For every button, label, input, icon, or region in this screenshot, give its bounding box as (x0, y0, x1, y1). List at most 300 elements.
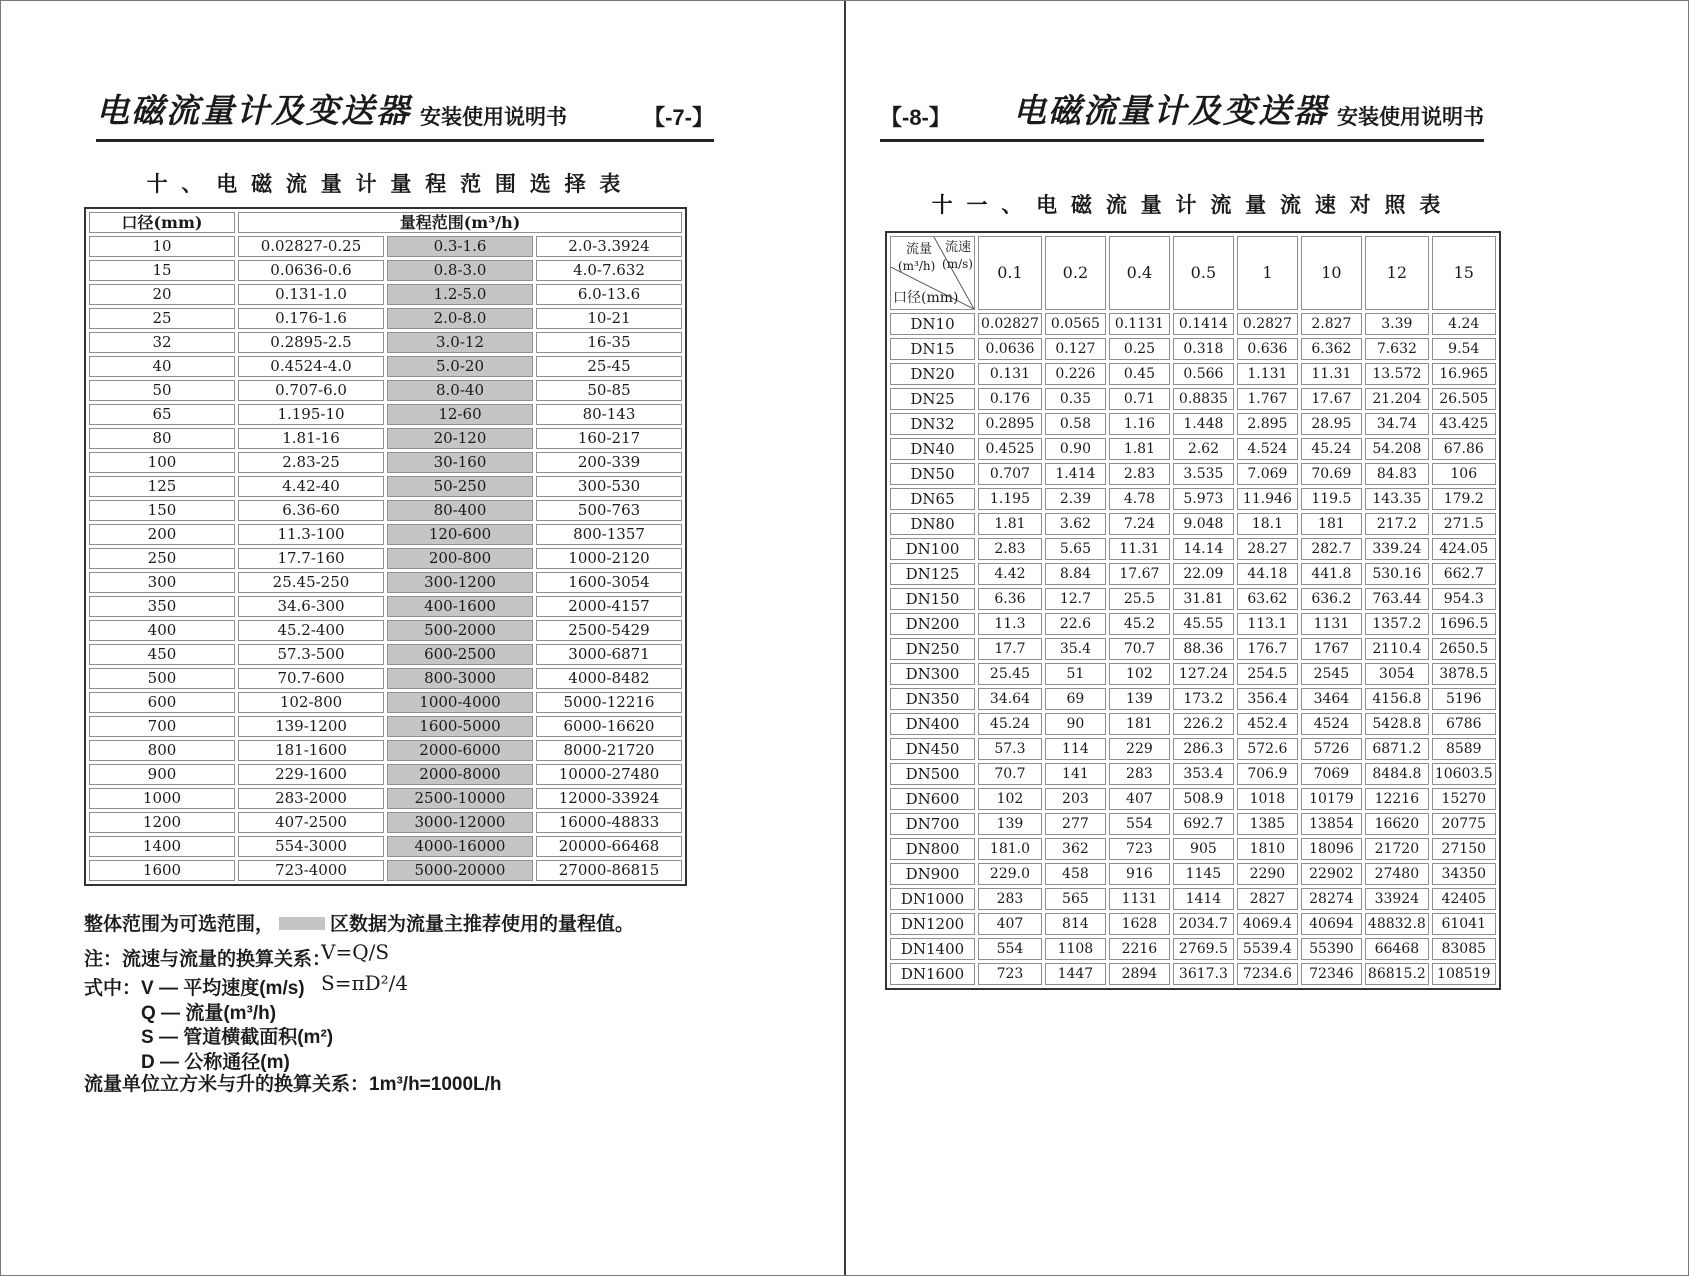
flow-value-cell: 407 (1109, 788, 1170, 810)
flow-value-cell: 0.1131 (1109, 313, 1170, 335)
range-cell: 70.7-600 (238, 668, 384, 689)
dn-row-header: DN450 (890, 738, 975, 760)
table-row (89, 644, 682, 665)
flow-value-cell: 26.505 (1432, 388, 1496, 410)
flow-value-cell: 0.127 (1045, 338, 1106, 360)
flow-value-cell: 13.572 (1365, 363, 1429, 385)
flow-value-cell: 572.6 (1237, 738, 1298, 760)
flow-value-cell: 43.425 (1432, 413, 1496, 435)
flow-value-cell: 1628 (1109, 913, 1170, 935)
flow-value-cell: 424.05 (1432, 538, 1496, 560)
table-row (890, 763, 1496, 785)
range-cell: 6.36-60 (238, 500, 384, 521)
flow-value-cell: 916 (1109, 863, 1170, 885)
range-cell: 12-60 (387, 404, 533, 425)
table-row (89, 716, 682, 737)
flow-value-cell: 3.535 (1173, 463, 1234, 485)
range-cell: 27000-86815 (536, 860, 682, 881)
section-title-range-table: 十 、 电 磁 流 量 计 量 程 范 围 选 择 表 (146, 173, 625, 196)
table-row (890, 663, 1496, 685)
velocity-label: 流速 (944, 240, 971, 255)
velocity-unit-label: (m/s) (942, 257, 973, 271)
flow-value-cell: 0.35 (1045, 388, 1106, 410)
flow-value-cell: 106 (1432, 463, 1496, 485)
flow-value-cell: 7.24 (1109, 513, 1170, 535)
flow-value-cell: 2034.7 (1173, 913, 1234, 935)
conversion-note-label: 注：流速与流量的换算关系： (84, 949, 332, 970)
flow-value-cell: 1018 (1237, 788, 1298, 810)
table-row (89, 332, 682, 353)
flow-value-cell: 706.9 (1237, 763, 1298, 785)
flow-value-cell: 2.83 (978, 538, 1042, 560)
flow-value-cell: 27480 (1365, 863, 1429, 885)
range-cell: 3000-12000 (387, 812, 533, 833)
table-row (890, 313, 1496, 335)
flow-value-cell: 723 (1109, 838, 1170, 860)
flow-value-cell: 2.83 (1109, 463, 1170, 485)
range-cell: 5.0-20 (387, 356, 533, 377)
unit-conversion-note: 流量单位立方米与升的换算关系：1m³/h=1000L/h (84, 1074, 502, 1095)
table-row (890, 788, 1496, 810)
flow-value-cell: 176.7 (1237, 638, 1298, 660)
flow-value-cell: 0.90 (1045, 438, 1106, 460)
range-cell: 10-21 (536, 308, 682, 329)
flow-value-cell: 2110.4 (1365, 638, 1429, 660)
range-cell: 1000-2120 (536, 548, 682, 569)
table-header-row (89, 212, 682, 233)
flow-value-cell: 69 (1045, 688, 1106, 710)
flow-value-cell: 42405 (1432, 888, 1496, 910)
flow-value-cell: 0.176 (978, 388, 1042, 410)
table-row (89, 836, 682, 857)
page-8 (846, 1, 1689, 1275)
range-cell: 20-120 (387, 428, 533, 449)
flow-value-cell: 814 (1045, 913, 1106, 935)
diameter-cell: 800 (89, 740, 235, 761)
flow-value-cell: 70.7 (1109, 638, 1170, 660)
range-cell: 600-2500 (387, 644, 533, 665)
range-cell: 1000-4000 (387, 692, 533, 713)
range-cell: 2000-4157 (536, 596, 682, 617)
diameter-cell: 1400 (89, 836, 235, 857)
table-row (89, 860, 682, 881)
flow-value-cell: 57.3 (978, 738, 1042, 760)
range-cell: 25.45-250 (238, 572, 384, 593)
diameter-cell: 125 (89, 476, 235, 497)
range-cell: 5000-12216 (536, 692, 682, 713)
range-cell: 2.0-8.0 (387, 308, 533, 329)
flow-value-cell: 113.1 (1237, 613, 1298, 635)
flow-value-cell: 16.965 (1432, 363, 1496, 385)
flow-value-cell: 11.946 (1237, 488, 1298, 510)
flow-value-cell: 55390 (1301, 938, 1362, 960)
flow-value-cell: 1131 (1301, 613, 1362, 635)
flow-value-cell: 3054 (1365, 663, 1429, 685)
dn-row-header: DN1600 (890, 963, 975, 985)
range-cell: 139-1200 (238, 716, 384, 737)
flow-value-cell: 16620 (1365, 813, 1429, 835)
flow-value-cell: 6786 (1432, 713, 1496, 735)
range-cell: 2.0-3.3924 (536, 236, 682, 257)
flow-value-cell: 18.1 (1237, 513, 1298, 535)
flow-value-cell: 173.2 (1173, 688, 1234, 710)
flow-value-cell: 530.16 (1365, 563, 1429, 585)
symbol-def-d: D — 公称通径(m) (141, 1051, 290, 1073)
velocity-column-header: 0.4 (1109, 236, 1170, 310)
flow-value-cell: 139 (1109, 688, 1170, 710)
doc-subtitle: 安装使用说明书 (1337, 106, 1484, 129)
range-cell: 4000-8482 (536, 668, 682, 689)
dn-row-header: DN300 (890, 663, 975, 685)
flow-value-cell: 0.8835 (1173, 388, 1234, 410)
flow-value-cell: 1414 (1173, 888, 1234, 910)
flow-value-cell: 28.27 (1237, 538, 1298, 560)
table-row (89, 236, 682, 257)
range-cell: 50-85 (536, 380, 682, 401)
flow-value-cell: 554 (1109, 813, 1170, 835)
range-cell: 11.3-100 (238, 524, 384, 545)
flow-value-cell: 356.4 (1237, 688, 1298, 710)
flow-value-cell: 9.54 (1432, 338, 1496, 360)
range-cell: 723-4000 (238, 860, 384, 881)
range-cell: 300-1200 (387, 572, 533, 593)
flow-value-cell: 1.81 (978, 513, 1042, 535)
table-row (89, 500, 682, 521)
flow-value-cell: 1.16 (1109, 413, 1170, 435)
flow-value-cell: 102 (1109, 663, 1170, 685)
flow-value-cell: 0.0565 (1045, 313, 1106, 335)
flow-value-cell: 45.24 (1301, 438, 1362, 460)
flow-value-cell: 4524 (1301, 713, 1362, 735)
diameter-cell: 20 (89, 284, 235, 305)
legend-note-before: 整体范围为可选范围， (84, 914, 275, 935)
formula-section-area: S=πD²/4 (321, 971, 409, 995)
range-cell: 1.195-10 (238, 404, 384, 425)
dn-row-header: DN32 (890, 413, 975, 435)
table-row (890, 588, 1496, 610)
flow-value-cell: 283 (1109, 763, 1170, 785)
flow-value-cell: 10179 (1301, 788, 1362, 810)
flow-unit-label: (m³/h) (898, 259, 936, 273)
flow-value-cell: 217.2 (1365, 513, 1429, 535)
diameter-cell: 100 (89, 452, 235, 473)
range-header-cell: 量程范围(m³/h) (238, 212, 682, 233)
flow-value-cell: 9.048 (1173, 513, 1234, 535)
table-row (89, 692, 682, 713)
range-cell: 50-250 (387, 476, 533, 497)
flow-value-cell: 8484.8 (1365, 763, 1429, 785)
table-row (89, 476, 682, 497)
velocity-table-body (890, 236, 1496, 985)
diameter-cell: 50 (89, 380, 235, 401)
table-row (890, 463, 1496, 485)
flow-value-cell: 61041 (1432, 913, 1496, 935)
table-row (89, 668, 682, 689)
range-cell: 4.42-40 (238, 476, 384, 497)
flow-value-cell: 1145 (1173, 863, 1234, 885)
range-selection-table (84, 207, 687, 886)
range-cell: 0.131-1.0 (238, 284, 384, 305)
symbol-def-q: Q — 流量(m³/h) (141, 1002, 277, 1024)
range-cell: 17.7-160 (238, 548, 384, 569)
velocity-column-header: 12 (1365, 236, 1429, 310)
flow-value-cell: 4.524 (1237, 438, 1298, 460)
flow-value-cell: 7.632 (1365, 338, 1429, 360)
flow-value-cell: 6.362 (1301, 338, 1362, 360)
flow-value-cell: 12216 (1365, 788, 1429, 810)
flow-value-cell: 407 (978, 913, 1042, 935)
flow-value-cell: 34.74 (1365, 413, 1429, 435)
flow-value-cell: 0.636 (1237, 338, 1298, 360)
flow-value-cell: 1.195 (978, 488, 1042, 510)
table-row (890, 638, 1496, 660)
flow-value-cell: 229 (1109, 738, 1170, 760)
legend-note-after: 区数据为流量主推荐使用的量程值。 (330, 914, 635, 935)
flow-value-cell: 139 (978, 813, 1042, 835)
diameter-cell: 250 (89, 548, 235, 569)
doc-title: 电磁流量计及变送器 (1013, 92, 1328, 129)
flow-value-cell: 12.7 (1045, 588, 1106, 610)
flow-value-cell: 45.24 (978, 713, 1042, 735)
flow-value-cell: 83085 (1432, 938, 1496, 960)
table-row (890, 963, 1496, 985)
velocity-column-header: 15 (1432, 236, 1496, 310)
flow-value-cell: 7.069 (1237, 463, 1298, 485)
diameter-cell: 500 (89, 668, 235, 689)
flow-value-cell: 441.8 (1301, 563, 1362, 585)
table-row (89, 548, 682, 569)
flow-value-cell: 1.414 (1045, 463, 1106, 485)
dn-row-header: DN40 (890, 438, 975, 460)
doc-title: 电磁流量计及变送器 (96, 92, 411, 129)
flow-value-cell: 452.4 (1237, 713, 1298, 735)
dn-row-header: DN65 (890, 488, 975, 510)
page-7 (1, 1, 844, 1275)
flow-value-cell: 4156.8 (1365, 688, 1429, 710)
range-cell: 2500-10000 (387, 788, 533, 809)
dn-row-header: DN10 (890, 313, 975, 335)
flow-value-cell: 2.39 (1045, 488, 1106, 510)
symbol-def-s: S — 管道横截面积(m²) (141, 1027, 334, 1048)
flow-value-cell: 3878.5 (1432, 663, 1496, 685)
diameter-cell: 40 (89, 356, 235, 377)
dn-row-header: DN500 (890, 763, 975, 785)
flow-value-cell: 11.31 (1109, 538, 1170, 560)
flow-value-cell: 15270 (1432, 788, 1496, 810)
diameter-cell: 65 (89, 404, 235, 425)
flow-value-cell: 0.45 (1109, 363, 1170, 385)
flow-value-cell: 86815.2 (1365, 963, 1429, 985)
table-row (890, 563, 1496, 585)
range-cell: 0.2895-2.5 (238, 332, 384, 353)
flow-value-cell: 0.0636 (978, 338, 1042, 360)
page-number: 【-7-】 (643, 105, 714, 130)
flow-value-cell: 102 (978, 788, 1042, 810)
flow-value-cell: 1.131 (1237, 363, 1298, 385)
flow-value-cell: 2.895 (1237, 413, 1298, 435)
flow-value-cell: 22.09 (1173, 563, 1234, 585)
range-cell: 0.4524-4.0 (238, 356, 384, 377)
flow-value-cell: 565 (1045, 888, 1106, 910)
flow-value-cell: 17.67 (1109, 563, 1170, 585)
table-row (890, 338, 1496, 360)
velocity-column-header: 0.2 (1045, 236, 1106, 310)
flow-value-cell: 954.3 (1432, 588, 1496, 610)
table-row (89, 452, 682, 473)
table-row (890, 413, 1496, 435)
range-cell: 30-160 (387, 452, 533, 473)
range-cell: 1.81-16 (238, 428, 384, 449)
flow-value-cell: 1767 (1301, 638, 1362, 660)
table-row (89, 404, 682, 425)
flow-value-cell: 34350 (1432, 863, 1496, 885)
range-cell: 0.8-3.0 (387, 260, 533, 281)
flow-value-cell: 70.7 (978, 763, 1042, 785)
dn-row-header: DN100 (890, 538, 975, 560)
flow-value-cell: 34.64 (978, 688, 1042, 710)
flow-value-cell: 14.14 (1173, 538, 1234, 560)
range-cell: 8000-21720 (536, 740, 682, 761)
flow-value-cell: 4.24 (1432, 313, 1496, 335)
flow-value-cell: 2216 (1109, 938, 1170, 960)
flow-value-cell: 1.81 (1109, 438, 1170, 460)
dn-row-header: DN25 (890, 388, 975, 410)
table-row (89, 380, 682, 401)
flow-value-cell: 5428.8 (1365, 713, 1429, 735)
dn-row-header: DN400 (890, 713, 975, 735)
flow-value-cell: 2894 (1109, 963, 1170, 985)
flow-value-cell: 17.67 (1301, 388, 1362, 410)
flow-value-cell: 1696.5 (1432, 613, 1496, 635)
conversion-formulas (321, 937, 408, 999)
flow-value-cell: 2.62 (1173, 438, 1234, 460)
flow-value-cell: 0.226 (1045, 363, 1106, 385)
table-row (890, 888, 1496, 910)
flow-value-cell: 108519 (1432, 963, 1496, 985)
table-row (89, 788, 682, 809)
flow-label: 流量 (906, 242, 933, 257)
flow-value-cell: 1108 (1045, 938, 1106, 960)
flow-value-cell: 5196 (1432, 688, 1496, 710)
dn-row-header: DN700 (890, 813, 975, 835)
range-cell: 8.0-40 (387, 380, 533, 401)
dn-row-header: DN900 (890, 863, 975, 885)
flow-value-cell: 114 (1045, 738, 1106, 760)
range-cell: 102-800 (238, 692, 384, 713)
flow-value-cell: 5539.4 (1237, 938, 1298, 960)
flow-value-cell: 27150 (1432, 838, 1496, 860)
table-row (89, 428, 682, 449)
range-cell: 6.0-13.6 (536, 284, 682, 305)
flow-value-cell: 3617.3 (1173, 963, 1234, 985)
shaded-area-swatch (279, 917, 325, 930)
table-row (890, 488, 1496, 510)
dn-row-header: DN1200 (890, 913, 975, 935)
flow-value-cell: 3.62 (1045, 513, 1106, 535)
flow-value-cell: 6.36 (978, 588, 1042, 610)
range-cell: 16000-48833 (536, 812, 682, 833)
table-row (890, 438, 1496, 460)
range-cell: 160-217 (536, 428, 682, 449)
flow-value-cell: 44.18 (1237, 563, 1298, 585)
flow-value-cell: 21720 (1365, 838, 1429, 860)
range-cell: 16-35 (536, 332, 682, 353)
flow-value-cell: 7069 (1301, 763, 1362, 785)
page-7-header (96, 85, 714, 142)
table-row (890, 513, 1496, 535)
flow-value-cell: 66468 (1365, 938, 1429, 960)
flow-value-cell: 0.1414 (1173, 313, 1234, 335)
range-cell: 0.3-1.6 (387, 236, 533, 257)
flow-value-cell: 45.2 (1109, 613, 1170, 635)
flow-value-cell: 35.4 (1045, 638, 1106, 660)
flow-value-cell: 508.9 (1173, 788, 1234, 810)
symbol-def-v: 式中：V — 平均速度(m/s) (84, 978, 305, 999)
table-row (890, 713, 1496, 735)
flow-value-cell: 254.5 (1237, 663, 1298, 685)
flow-value-cell: 0.566 (1173, 363, 1234, 385)
range-cell: 229-1600 (238, 764, 384, 785)
diameter-cell: 700 (89, 716, 235, 737)
page-8-header (880, 85, 1484, 142)
flow-value-cell: 0.131 (978, 363, 1042, 385)
dn-row-header: DN1400 (890, 938, 975, 960)
flow-value-cell: 1385 (1237, 813, 1298, 835)
range-cell: 2500-5429 (536, 620, 682, 641)
flow-value-cell: 4.42 (978, 563, 1042, 585)
range-cell: 200-339 (536, 452, 682, 473)
range-cell: 3000-6871 (536, 644, 682, 665)
dn-row-header: DN150 (890, 588, 975, 610)
flow-value-cell: 353.4 (1173, 763, 1234, 785)
dn-row-header: DN800 (890, 838, 975, 860)
flow-value-cell: 0.71 (1109, 388, 1170, 410)
table-header-row (890, 236, 1496, 310)
flow-value-cell: 339.24 (1365, 538, 1429, 560)
flow-value-cell: 17.7 (978, 638, 1042, 660)
flow-value-cell: 662.7 (1432, 563, 1496, 585)
flow-value-cell: 2545 (1301, 663, 1362, 685)
flow-value-cell: 119.5 (1301, 488, 1362, 510)
table-row (89, 308, 682, 329)
range-cell: 2000-8000 (387, 764, 533, 785)
table-row (89, 524, 682, 545)
range-cell: 800-1357 (536, 524, 682, 545)
flow-value-cell: 127.24 (1173, 663, 1234, 685)
flow-value-cell: 1447 (1045, 963, 1106, 985)
table-row (890, 838, 1496, 860)
flow-value-cell: 84.83 (1365, 463, 1429, 485)
diameter-cell: 15 (89, 260, 235, 281)
flow-value-cell: 22902 (1301, 863, 1362, 885)
flow-value-cell: 48832.8 (1365, 913, 1429, 935)
flow-value-cell: 10603.5 (1432, 763, 1496, 785)
flow-value-cell: 1810 (1237, 838, 1298, 860)
flow-value-cell: 362 (1045, 838, 1106, 860)
diameter-cell: 80 (89, 428, 235, 449)
flow-value-cell: 0.318 (1173, 338, 1234, 360)
range-cell: 120-600 (387, 524, 533, 545)
table-row (89, 596, 682, 617)
flow-value-cell: 458 (1045, 863, 1106, 885)
range-cell: 34.6-300 (238, 596, 384, 617)
range-cell: 500-763 (536, 500, 682, 521)
range-cell: 45.2-400 (238, 620, 384, 641)
range-cell: 181-1600 (238, 740, 384, 761)
flow-value-cell: 90 (1045, 713, 1106, 735)
flow-value-cell: 88.36 (1173, 638, 1234, 660)
table-row (89, 356, 682, 377)
